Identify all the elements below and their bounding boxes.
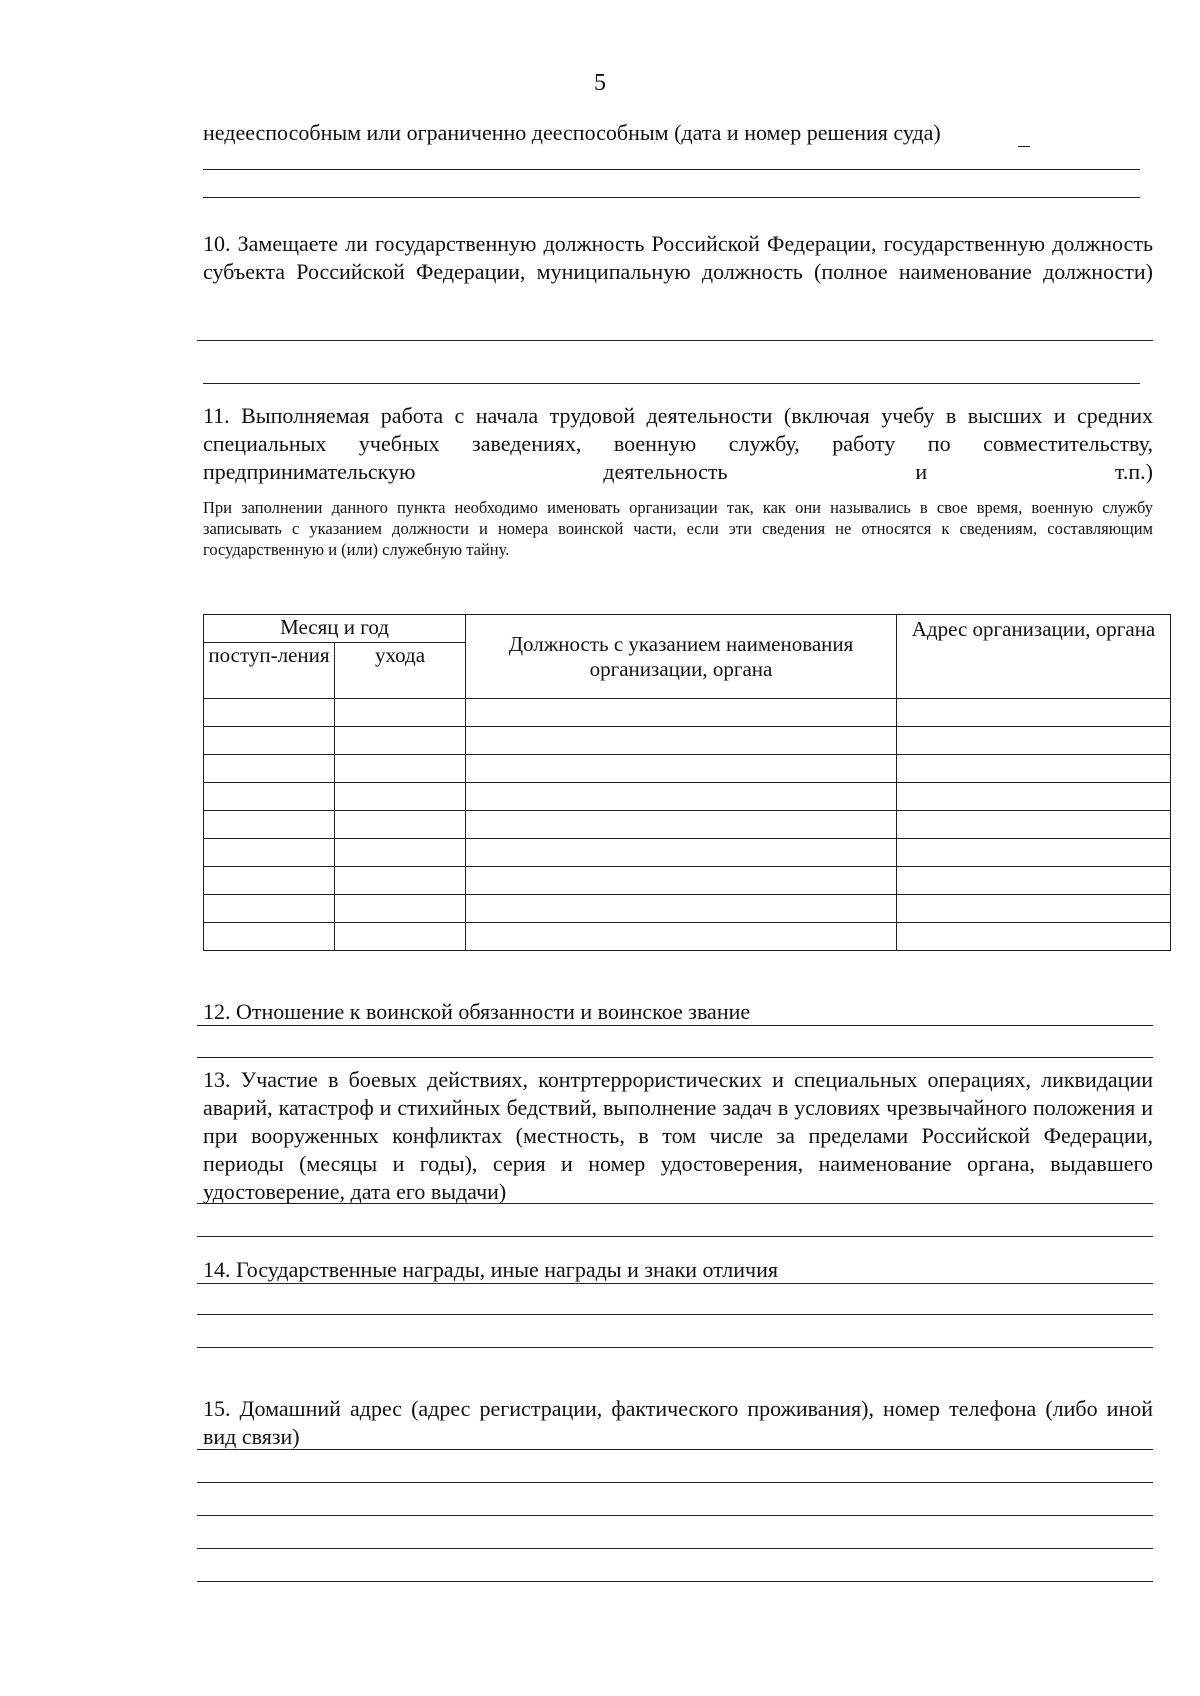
table-row (204, 923, 1171, 951)
cell-position[interactable] (466, 783, 897, 811)
cell-start-date[interactable] (204, 755, 335, 783)
work-history-table (203, 614, 1171, 951)
item13-answer-line-2[interactable] (197, 1236, 1153, 1237)
cell-position[interactable] (466, 755, 897, 783)
item15-question: 15. Домашний адрес (адрес регистрации, фактического проживания), номер телефона (либо иной вид связи) (203, 1396, 1153, 1449)
item14-question: 14. Государственные награды, иные награды и знаки отличия (203, 1257, 779, 1282)
item10-answer-line-1[interactable] (197, 340, 1153, 341)
cell-address[interactable] (897, 895, 1171, 923)
cell-start-date[interactable] (204, 783, 335, 811)
cell-start-date[interactable] (204, 895, 335, 923)
cell-position[interactable] (466, 839, 897, 867)
cell-end-date[interactable] (335, 811, 466, 839)
cell-end-date[interactable] (335, 867, 466, 895)
header-start: поступ-ления (204, 643, 335, 699)
cell-end-date[interactable] (335, 755, 466, 783)
cell-end-date[interactable] (335, 839, 466, 867)
header-position: Должность с указанием наименования организации, органа (466, 615, 897, 699)
header-month-year: Месяц и год (204, 615, 466, 643)
cell-end-date[interactable] (335, 923, 466, 951)
table-row (204, 811, 1171, 839)
cell-end-date[interactable] (335, 699, 466, 727)
cell-address[interactable] (897, 923, 1171, 951)
cell-address[interactable] (897, 727, 1171, 755)
item11-question-text (203, 402, 1153, 486)
work-table-body (204, 699, 1171, 951)
table-row (204, 783, 1171, 811)
page-number: 5 (594, 70, 606, 96)
table-row (204, 867, 1171, 895)
item12-answer-line-2[interactable] (197, 1057, 1153, 1058)
table-row (204, 727, 1171, 755)
table-row (204, 699, 1171, 727)
item15-answer-line-3[interactable] (197, 1515, 1153, 1516)
item15-answer-line-5[interactable] (197, 1581, 1153, 1582)
item15-answer-line-4[interactable] (197, 1548, 1153, 1549)
item9-answer-line-2[interactable] (203, 197, 1140, 198)
item11-note: При заполнении данного пункта необходимо именовать организации так, как они назывались в свое время, военную службу записывать с указанием должности и номера воинской части, если эти сведения не относятся к сведениям, составляющим государственную и (или) служебную тайну. (203, 498, 1153, 559)
item10-question: 10. Замещаете ли государственную должность Российской Федерации, государственную должность субъекта Российской Федерации, муниципальную должность (полное наименование должности) (203, 231, 1153, 284)
cell-position[interactable] (466, 727, 897, 755)
cell-start-date[interactable] (204, 811, 335, 839)
cell-position[interactable] (466, 895, 897, 923)
cell-address[interactable] (897, 699, 1171, 727)
item14-answer-line-1[interactable] (197, 1283, 1153, 1284)
cell-address[interactable] (897, 811, 1171, 839)
item14-answer-line-2[interactable] (197, 1314, 1153, 1315)
item11-question: 11. Выполняемая работа с начала трудовой деятельности (включая учебу в высших и средних специальных учебных заведениях, военную службу, работу по совместительству, предпринимательскую деятельность и т.п.) (203, 403, 1153, 484)
item13-question: 13. Участие в боевых действиях, контртеррористических и специальных операциях, ликвидации аварий, катастроф и стихийных бедствий, выполнение задач в условиях чрезвычайного положения и при вооруженных конфликтах (местность, в том числе за пределами Российской Федерации, периоды (месяцы и годы), серия и номер удостоверения, наименование органа, выдавшего удостоверение, дата его выдачи) (203, 1067, 1153, 1204)
item15-answer-line-2[interactable] (197, 1482, 1153, 1483)
cell-position[interactable] (466, 811, 897, 839)
cell-position[interactable] (466, 923, 897, 951)
cell-start-date[interactable] (204, 727, 335, 755)
cell-address[interactable] (897, 755, 1171, 783)
cell-end-date[interactable] (335, 895, 466, 923)
cell-start-date[interactable] (204, 839, 335, 867)
item9-answer-line-1[interactable] (203, 169, 1140, 170)
cell-end-date[interactable] (335, 727, 466, 755)
cell-address[interactable] (897, 867, 1171, 895)
table-row (204, 895, 1171, 923)
item10-question-text (203, 230, 1153, 314)
cell-position[interactable] (466, 867, 897, 895)
item10-answer-line-2[interactable] (203, 383, 1140, 384)
header-address: Адрес организации, органа (897, 615, 1171, 699)
table-row (204, 839, 1171, 867)
item9-continuation-text: недееспособным или ограниченно дееспособным (дата и номер решения суда) (203, 120, 941, 145)
item12-answer-line-1[interactable] (197, 1025, 1153, 1026)
cell-end-date[interactable] (335, 783, 466, 811)
cell-address[interactable] (897, 839, 1171, 867)
cell-start-date[interactable] (204, 923, 335, 951)
table-row (204, 755, 1171, 783)
cell-address[interactable] (897, 783, 1171, 811)
cell-start-date[interactable] (204, 867, 335, 895)
cell-start-date[interactable] (204, 699, 335, 727)
item14-answer-line-3[interactable] (197, 1347, 1153, 1348)
item9-inline-blank[interactable] (1018, 146, 1030, 147)
cell-position[interactable] (466, 699, 897, 727)
item13-answer-line-1[interactable] (197, 1203, 1153, 1204)
item15-answer-line-1[interactable] (197, 1449, 1153, 1450)
item12-question: 12. Отношение к воинской обязанности и воинское звание (203, 999, 751, 1024)
header-end: ухода (335, 643, 466, 699)
